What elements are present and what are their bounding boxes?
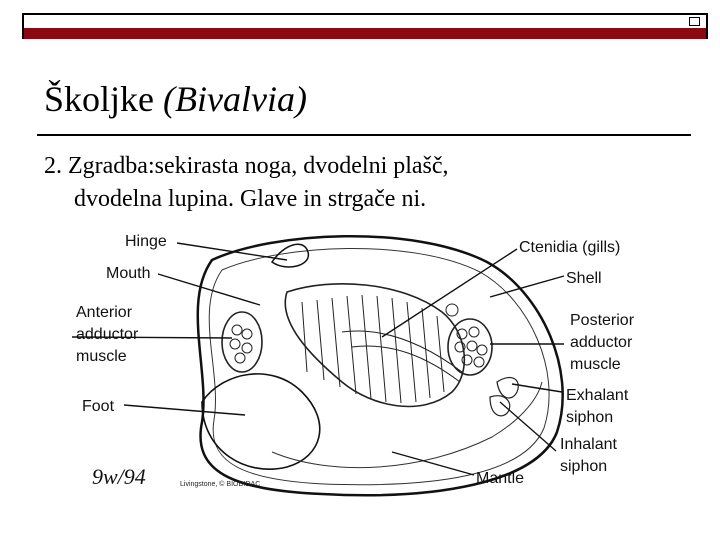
slide-body <box>44 150 449 216</box>
label-posterior-3: muscle <box>570 356 621 373</box>
label-anterior-2: adductor <box>76 326 139 343</box>
artist-signature: 9w/94 <box>92 464 146 489</box>
figure-credit: Livingstone, © BIODIDAC <box>180 481 261 488</box>
header-band <box>24 28 706 39</box>
clam-anatomy-diagram <box>72 222 672 507</box>
label-exhalant-2: siphon <box>566 409 614 426</box>
label-mantle: Mantle <box>476 470 525 487</box>
mantle-edge <box>209 248 549 484</box>
label-shell: Shell <box>566 270 602 287</box>
title-main: Školjke <box>44 79 164 119</box>
gills <box>285 284 464 407</box>
header-decoration-bar <box>22 13 708 39</box>
slide-title <box>44 78 307 120</box>
label-exhalant-1: Exhalant <box>566 387 629 404</box>
label-inhalant-2: siphon <box>560 458 608 475</box>
foot-shape <box>202 374 320 469</box>
title-latin: (Bivalvia) <box>163 79 307 119</box>
label-anterior-3: muscle <box>76 348 127 365</box>
body-line-2: dvodelna lupina. Glave in strgače ni. <box>74 186 427 212</box>
hinge-shape <box>272 244 308 267</box>
label-posterior-2: adductor <box>570 334 633 351</box>
header-corner-box <box>689 17 700 26</box>
siphons <box>490 377 518 415</box>
label-posterior-1: Posterior <box>570 312 635 329</box>
label-foot: Foot <box>82 398 115 415</box>
shell-outline <box>198 236 563 495</box>
body-line-1: 2. Zgradba:sekirasta noga, dvodelni plašč, <box>44 153 449 179</box>
posterior-adductor-muscle <box>446 304 492 375</box>
title-divider <box>37 134 691 136</box>
anterior-adductor-muscle <box>222 312 262 372</box>
label-hinge: Hinge <box>125 233 167 250</box>
label-mouth: Mouth <box>106 265 151 282</box>
label-ctenidia: Ctenidia (gills) <box>519 239 621 256</box>
label-inhalant-1: Inhalant <box>560 436 617 453</box>
label-anterior-1: Anterior <box>76 304 133 321</box>
